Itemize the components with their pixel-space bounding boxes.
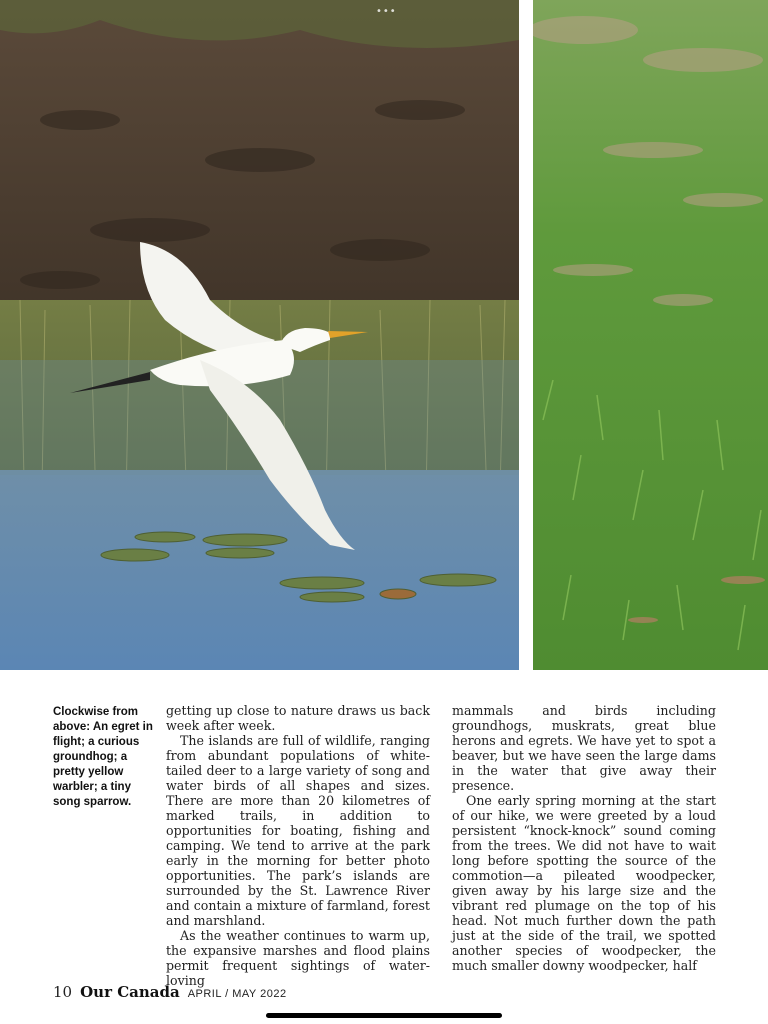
article-column-1 <box>166 703 430 988</box>
home-indicator-bar[interactable] <box>266 1013 502 1018</box>
page-number: 10 <box>53 983 73 1001</box>
grass-photo <box>533 0 768 670</box>
issue-date: APRIL / MAY 2022 <box>187 988 287 1000</box>
paragraph: getting up close to nature draws us back week after week. <box>166 703 430 733</box>
paragraph: The islands are full of wildlife, ranging from abundant populations of white-tailed deer to a large variety of song and water birds of all shapes and sizes. There are more than 20 kilometres of marked trails, in addition to opportunities for boating, fishing and camping. We tend to arrive at the park early in the morning for better photo opportunities. The park’s islands are surrounded by the St. Lawrence River and contain a mixture of farmland, forest and marshland. <box>166 733 430 928</box>
page-footer <box>53 983 287 1003</box>
paragraph: One early spring morning at the start of our hike, we were greeted by a loud persistent “knock-knock” sound coming from the trees. We did not have to wait long before spotting the source of the commotion—a pileated woodpecker, given away by his large size and the vibrant red plumage on the top of his head. Not much further down the path just at the side of the trail, we spotted another species of woodpecker, the much smaller downy woodpecker, half <box>452 793 716 973</box>
egret-photo <box>0 0 519 670</box>
article-column-2 <box>452 703 716 973</box>
grass-illustration <box>533 0 768 670</box>
more-dots-icon[interactable]: ••• <box>376 6 397 17</box>
paragraph: mammals and birds including groundhogs, muskrats, great blue herons and egrets. We have yet to spot a beaver, but we have seen the large dams in the water that give away their presence. <box>452 703 716 793</box>
paragraph: As the weather continues to warm up, the expansive marshes and flood plains permit frequent sightings of water-loving <box>166 928 430 988</box>
magazine-name: Our Canada <box>80 983 180 1001</box>
egret-illustration <box>0 0 519 670</box>
photo-caption: Clockwise from above: An egret in flight; a curious groundhog; a pretty yellow warbler; a tiny song sparrow. <box>53 706 153 808</box>
